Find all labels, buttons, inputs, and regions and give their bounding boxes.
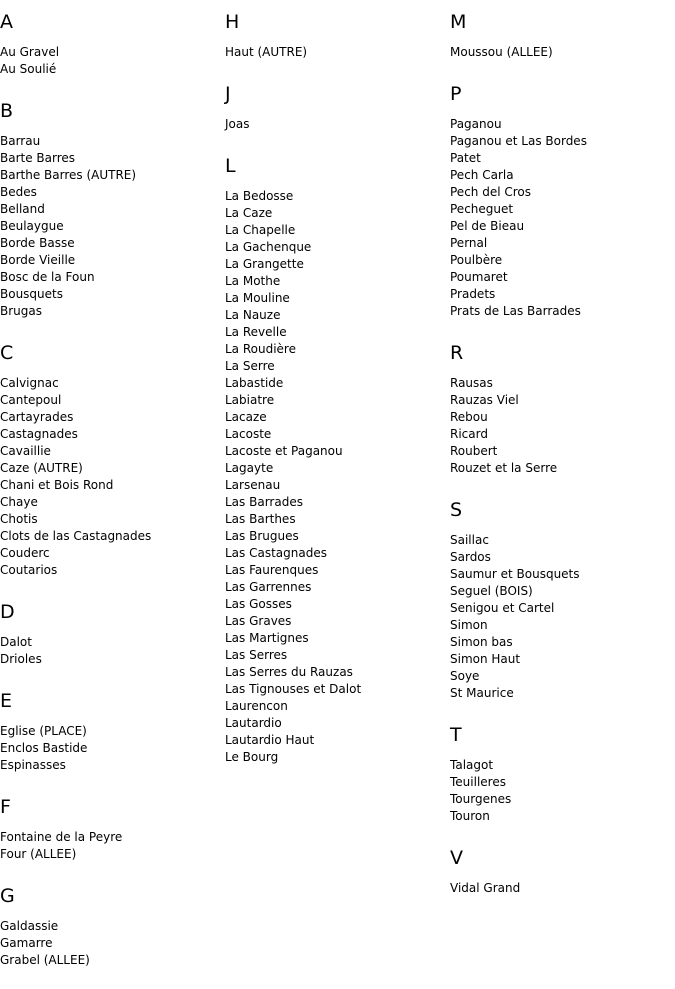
list-item[interactable]: La Mothe — [225, 274, 281, 288]
entry-list — [450, 757, 675, 825]
list-item[interactable]: Senigou et Cartel — [450, 601, 555, 615]
letter-section-e — [0, 688, 225, 774]
letter-heading: T — [450, 724, 462, 746]
list-item[interactable]: Teuilleres — [450, 775, 506, 789]
letter-heading: H — [225, 11, 240, 33]
list-item[interactable]: Rouzet et la Serre — [450, 461, 558, 475]
letter-section-h — [225, 9, 450, 61]
letter-section-b — [0, 98, 225, 320]
list-item[interactable]: Eglise (PLACE) — [0, 724, 87, 738]
entry-list — [450, 532, 675, 702]
list-item[interactable]: Espinasses — [0, 758, 66, 772]
list-item[interactable]: La Nauze — [225, 308, 281, 322]
letter-section-v — [450, 845, 675, 897]
list-item[interactable]: Galdassie — [0, 919, 59, 933]
list-item[interactable]: Las Gosses — [225, 597, 292, 611]
list-item[interactable]: Las Serres — [225, 648, 288, 662]
list-item[interactable]: Au Gravel — [0, 45, 60, 59]
list-item[interactable]: Borde Basse — [0, 236, 75, 250]
list-item[interactable]: Seguel (BOIS) — [450, 584, 533, 598]
list-item[interactable]: Patet — [450, 151, 481, 165]
letter-heading: J — [225, 83, 231, 105]
index-column-3 — [450, 9, 675, 897]
letter-heading: C — [0, 342, 14, 364]
index-column-1 — [0, 9, 225, 969]
list-item[interactable]: Grabel (ALLEE) — [0, 953, 90, 967]
letter-heading: R — [450, 342, 464, 364]
entry-list — [0, 133, 225, 320]
list-item[interactable]: Soye — [450, 669, 480, 683]
list-item[interactable]: Las Faurenques — [225, 563, 319, 577]
list-item[interactable]: Pel de Bieau — [450, 219, 525, 233]
letter-heading: D — [0, 601, 15, 623]
list-item[interactable]: Bosc de la Foun — [0, 270, 95, 284]
list-item[interactable]: Paganou — [450, 117, 502, 131]
list-item[interactable]: Saumur et Bousquets — [450, 567, 580, 581]
letter-section-a — [0, 9, 225, 78]
letter-heading: S — [450, 499, 463, 521]
letter-section-m — [450, 9, 675, 61]
list-item[interactable]: Las Serres du Rauzas — [225, 665, 353, 679]
list-item[interactable]: Lautardio Haut — [225, 733, 315, 747]
list-item[interactable]: Four (ALLEE) — [0, 847, 77, 861]
list-item[interactable]: Pech del Cros — [450, 185, 531, 199]
list-item[interactable]: Cantepoul — [0, 393, 62, 407]
letter-heading: M — [450, 11, 467, 33]
list-item[interactable]: La Mouline — [225, 291, 290, 305]
list-item[interactable]: Las Garrennes — [225, 580, 312, 594]
list-item[interactable]: Pech Carla — [450, 168, 514, 182]
list-item[interactable]: Paganou et Las Bordes — [450, 134, 587, 148]
list-item[interactable]: Castagnades — [0, 427, 78, 441]
list-item[interactable]: Le Bourg — [225, 750, 279, 764]
list-item[interactable]: Las Barrades — [225, 495, 303, 509]
list-item[interactable]: Ricard — [450, 427, 488, 441]
list-item[interactable]: Las Graves — [225, 614, 292, 628]
list-item[interactable]: Barthe Barres (AUTRE) — [0, 168, 137, 182]
list-item[interactable]: Chaye — [0, 495, 38, 509]
letter-section-c — [0, 340, 225, 579]
list-item[interactable]: Lautardio — [225, 716, 282, 730]
list-item[interactable]: Lacaze — [225, 410, 267, 424]
list-item[interactable]: Simon Haut — [450, 652, 521, 666]
entry-list — [225, 116, 450, 133]
list-item[interactable]: Roubert — [450, 444, 498, 458]
list-item[interactable]: Rebou — [450, 410, 488, 424]
list-item[interactable]: La Grangette — [225, 257, 304, 271]
list-item[interactable]: Tourgenes — [450, 792, 512, 806]
list-item[interactable]: Chani et Bois Rond — [0, 478, 114, 492]
letter-section-g — [0, 883, 225, 969]
letter-section-j — [225, 81, 450, 133]
list-item[interactable]: Calvignac — [0, 376, 59, 390]
list-item[interactable]: St Maurice — [450, 686, 514, 700]
list-item[interactable]: Labiatre — [225, 393, 275, 407]
list-item[interactable]: La Serre — [225, 359, 275, 373]
list-item[interactable]: Vidal Grand — [450, 881, 521, 895]
letter-heading: L — [225, 155, 236, 177]
entry-list — [0, 829, 225, 863]
list-item[interactable]: Simon — [450, 618, 488, 632]
list-item[interactable]: Bedes — [0, 185, 37, 199]
list-item[interactable]: Bousquets — [0, 287, 63, 301]
list-item[interactable]: Couderc — [0, 546, 50, 560]
list-item[interactable]: Laurencon — [225, 699, 288, 713]
letter-section-r — [450, 340, 675, 477]
entry-list — [450, 116, 675, 320]
list-item[interactable]: Touron — [450, 809, 490, 823]
entry-list — [0, 634, 225, 668]
list-item[interactable]: Fontaine de la Peyre — [0, 830, 123, 844]
letter-heading: B — [0, 100, 14, 122]
entry-list — [225, 188, 450, 766]
list-item[interactable]: La Caze — [225, 206, 273, 220]
list-item[interactable]: Beulaygue — [0, 219, 64, 233]
list-item[interactable]: Barrau — [0, 134, 41, 148]
list-item[interactable]: Au Soulié — [0, 62, 57, 76]
letter-heading: A — [0, 11, 13, 33]
list-item[interactable]: Poumaret — [450, 270, 508, 284]
list-item[interactable]: Brugas — [0, 304, 42, 318]
list-item[interactable]: Cartayrades — [0, 410, 74, 424]
list-item[interactable]: Pernal — [450, 236, 488, 250]
list-item[interactable]: Larsenau — [225, 478, 281, 492]
list-item[interactable]: Caze (AUTRE) — [0, 461, 83, 475]
list-item[interactable]: Chotis — [0, 512, 38, 526]
list-item[interactable]: Moussou (ALLEE) — [450, 45, 553, 59]
letter-section-f — [0, 794, 225, 863]
list-item[interactable]: Lacoste et Paganou — [225, 444, 343, 458]
list-item[interactable]: Lagayte — [225, 461, 274, 475]
letter-heading: P — [450, 83, 462, 105]
list-item[interactable]: Rauzas Viel — [450, 393, 519, 407]
list-item[interactable]: Coutarios — [0, 563, 58, 577]
letter-heading: F — [0, 796, 11, 818]
list-item[interactable]: Joas — [225, 117, 250, 131]
list-item[interactable]: Las Brugues — [225, 529, 299, 543]
letter-section-t — [450, 722, 675, 825]
list-item[interactable]: Simon bas — [450, 635, 513, 649]
list-item[interactable]: La Bedosse — [225, 189, 294, 203]
list-item[interactable]: Sardos — [450, 550, 491, 564]
list-item[interactable]: Las Barthes — [225, 512, 296, 526]
entry-list — [450, 880, 675, 897]
list-item[interactable]: Cavaillie — [0, 444, 51, 458]
letter-heading: G — [0, 885, 15, 907]
list-item[interactable]: La Chapelle — [225, 223, 296, 237]
list-item[interactable]: Las Tignouses et Dalot — [225, 682, 362, 696]
list-item[interactable]: Clots de las Castagnades — [0, 529, 152, 543]
list-item[interactable]: Las Castagnades — [225, 546, 327, 560]
letter-section-s — [450, 497, 675, 702]
list-item[interactable]: Las Martignes — [225, 631, 309, 645]
list-item[interactable]: Saillac — [450, 533, 489, 547]
entry-list — [0, 918, 225, 969]
list-item[interactable]: Barte Barres — [0, 151, 76, 165]
list-item[interactable]: Lacoste — [225, 427, 272, 441]
list-item[interactable]: Enclos Bastide — [0, 741, 88, 755]
entry-list — [225, 44, 450, 61]
list-item[interactable]: Prats de Las Barrades — [450, 304, 581, 318]
entry-list — [450, 44, 675, 61]
letter-section-d — [0, 599, 225, 668]
entry-list — [0, 723, 225, 774]
letter-section-p — [450, 81, 675, 320]
entry-list — [450, 375, 675, 477]
list-item[interactable]: Drioles — [0, 652, 42, 666]
letter-section-l — [225, 153, 450, 766]
letter-heading: E — [0, 690, 13, 712]
index-column-2 — [225, 9, 450, 766]
list-item[interactable]: Poulbère — [450, 253, 503, 267]
entry-list — [0, 375, 225, 579]
list-item[interactable]: Labastide — [225, 376, 284, 390]
entry-list — [0, 44, 225, 78]
list-item[interactable]: Rausas — [450, 376, 493, 390]
letter-heading: V — [450, 847, 463, 869]
list-item[interactable]: Borde Vieille — [0, 253, 76, 267]
list-item[interactable]: La Roudière — [225, 342, 296, 356]
list-item[interactable]: Pradets — [450, 287, 496, 301]
list-item[interactable]: Pecheguet — [450, 202, 514, 216]
list-item[interactable]: La Gachenque — [225, 240, 312, 254]
list-item[interactable]: Gamarre — [0, 936, 53, 950]
list-item[interactable]: Talagot — [450, 758, 494, 772]
list-item[interactable]: La Revelle — [225, 325, 287, 339]
list-item[interactable]: Belland — [0, 202, 45, 216]
list-item[interactable]: Haut (AUTRE) — [225, 45, 308, 59]
list-item[interactable]: Dalot — [0, 635, 32, 649]
